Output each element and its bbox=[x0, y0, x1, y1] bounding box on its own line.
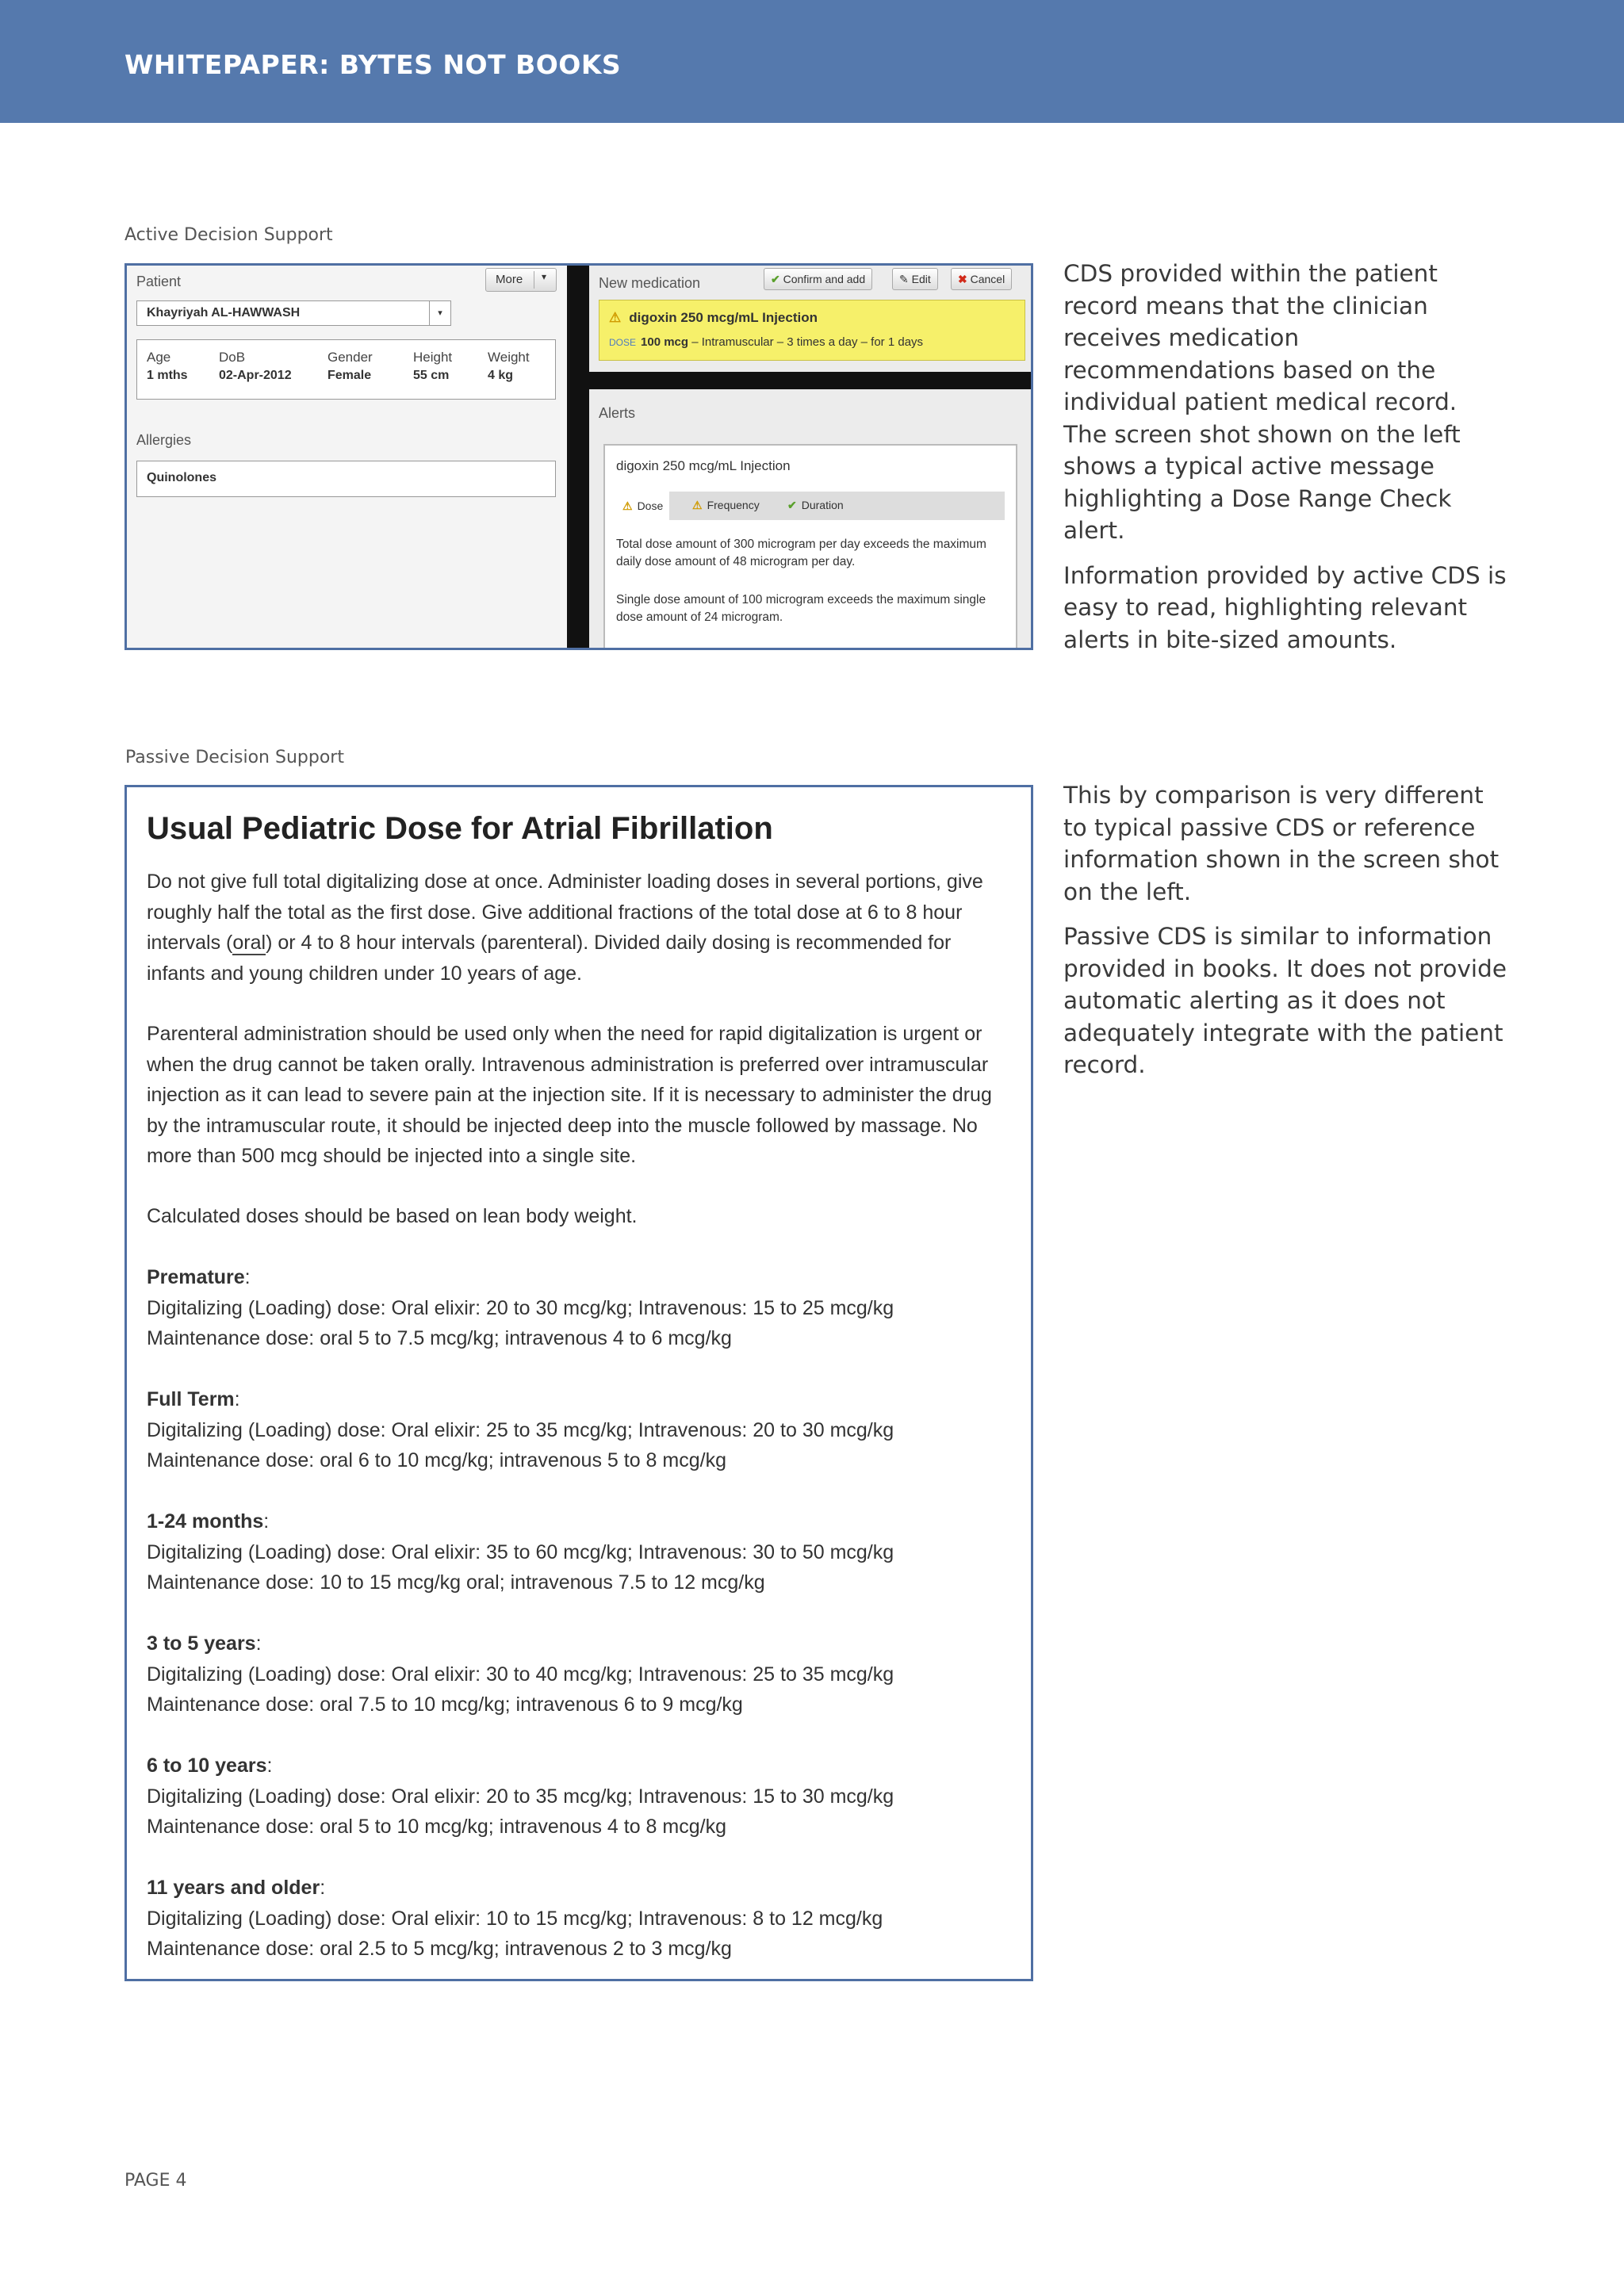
text-run: ) or 4 to 8 hour intervals (parenteral). Divided daily dosing is recommended for infants and young children under 10 years of age. bbox=[147, 932, 952, 985]
alerts-label: Alerts bbox=[599, 405, 636, 421]
age-heading: 11 years and older bbox=[147, 1877, 320, 1899]
reference-paragraph-3: Calculated doses should be based on lean body weight. bbox=[147, 1205, 638, 1227]
cancel-button-label: Cancel bbox=[970, 273, 1005, 285]
reference-paragraph-2: Parenteral administration should be used only when the need for rapid digitalization is urgent or when the drug cannot be taken orally. Intravenous administration is preferred over intramuscular injection as it can lead to severe pain at the injection site. If it is necessary to administer the drug by the intramuscular route, it should be injected deep into the muscle followed by massage. No more than 500 mcg should be injected into a single site. bbox=[147, 1023, 992, 1167]
maintenance-dose: Maintenance dose: oral 5 to 7.5 mcg/kg; intravenous 4 to 6 mcg/kg bbox=[147, 1327, 732, 1349]
text-run: Do not give full total digitalizing dose at once. Administer loading doses in several portions, give roughly half the total as the first dose. Give additional fractions of the total dose at 6 to 8 hour intervals ( bbox=[147, 871, 983, 954]
warning-icon: ⚠ bbox=[692, 499, 703, 511]
warning-icon: ⚠ bbox=[609, 310, 622, 325]
demographic-label: Height bbox=[413, 350, 453, 365]
demographic-label: Age bbox=[147, 350, 171, 365]
confirm-and-add-button[interactable] bbox=[764, 268, 872, 290]
loading-dose: Digitalizing (Loading) dose: Oral elixir: 20 to 30 mcg/kg; Intravenous: 15 to 25 mcg/kg bbox=[147, 1296, 894, 1319]
demographic-label: Weight bbox=[488, 350, 530, 365]
medication-name: digoxin 250 mcg/mL Injection bbox=[629, 310, 818, 325]
maintenance-dose: Maintenance dose: oral 5 to 10 mcg/kg; intravenous 4 to 8 mcg/kg bbox=[147, 1816, 726, 1838]
age-heading: Full Term bbox=[147, 1388, 235, 1410]
more-button[interactable] bbox=[485, 268, 557, 292]
chevron-down-icon[interactable]: ▾ bbox=[534, 271, 553, 289]
loading-dose: Digitalizing (Loading) dose: Oral elixir: 20 to 35 mcg/kg; Intravenous: 15 to 30 mcg/kg bbox=[147, 1785, 894, 1808]
age-heading: 1-24 months bbox=[147, 1510, 264, 1533]
demographic-dob bbox=[219, 350, 292, 383]
demographic-value: 02-Apr-2012 bbox=[219, 369, 292, 382]
patient-label: Patient bbox=[136, 274, 182, 289]
new-medication-label: New medication bbox=[599, 275, 701, 291]
demographic-weight bbox=[488, 350, 530, 383]
active-cds-screenshot bbox=[124, 263, 1033, 650]
dose-group-6-to-10-years: 6 to 10 years: Digitalizing (Loading) dose: Oral elixir: 20 to 35 mcg/kg; Intravenous: 15 to 30 mcg/kg Maintenance dose: oral 5 to 10 mcg/kg; intravenous 4 to 8 mcg/kg bbox=[147, 1751, 1011, 1843]
passive-description bbox=[1063, 779, 1507, 1094]
reference-title: Usual Pediatric Dose for Atrial Fibrillation bbox=[147, 811, 773, 846]
paragraph: Information provided by active CDS is easy to read, highlighting relevant alerts in bite-sized amounts. bbox=[1063, 561, 1507, 653]
dose-line bbox=[609, 335, 923, 349]
dose-group-3-to-5-years: 3 to 5 years: Digitalizing (Loading) dose: Oral elixir: 30 to 40 mcg/kg; Intravenous: 25 to 35 mcg/kg Maintenance dose: oral 7.5 to 10 mcg/kg; intravenous 6 to 9 mcg/kg bbox=[147, 1628, 1011, 1720]
tab-duration[interactable] bbox=[787, 499, 844, 512]
alert-title: digoxin 250 mcg/mL Injection bbox=[616, 458, 791, 473]
maintenance-dose: Maintenance dose: oral 2.5 to 5 mcg/kg; intravenous 2 to 3 mcg/kg bbox=[147, 1938, 732, 1960]
patient-pane bbox=[127, 266, 567, 648]
loading-dose: Digitalizing (Loading) dose: Oral elixir: 25 to 35 mcg/kg; Intravenous: 20 to 30 mcg/kg bbox=[147, 1418, 894, 1441]
dose-group-full-term: Full Term: Digitalizing (Loading) dose: Oral elixir: 25 to 35 mcg/kg; Intravenous: 20 to 30 mcg/kg Maintenance dose: oral 6 to 10 mcg/kg; intravenous 5 to 8 mcg/kg bbox=[147, 1384, 1011, 1476]
dose-group-1-24-months: 1-24 months: Digitalizing (Loading) dose: Oral elixir: 35 to 60 mcg/kg; Intravenous: 30 to 50 mcg/kg Maintenance dose: 10 to 15 mcg/kg oral; intravenous 7.5 to 12 mcg/kg bbox=[147, 1506, 1011, 1598]
loading-dose: Digitalizing (Loading) dose: Oral elixir: 35 to 60 mcg/kg; Intravenous: 30 to 50 mcg/kg bbox=[147, 1540, 894, 1563]
dose-group-premature: Premature: Digitalizing (Loading) dose: Oral elixir: 20 to 30 mcg/kg; Intravenous: 15 to 25 mcg/kg Maintenance dose: oral 5 to 7.5 mcg/kg; intravenous 4 to 6 mcg/kg bbox=[147, 1262, 1011, 1354]
allergies-label: Allergies bbox=[136, 432, 192, 448]
dose-value: 100 mcg bbox=[641, 335, 689, 349]
demographic-label: DoB bbox=[219, 350, 246, 365]
allergy-field[interactable] bbox=[136, 461, 556, 497]
dose-tag: DOSE bbox=[609, 337, 637, 348]
check-icon: ✔ bbox=[771, 273, 780, 285]
tab-label: Dose bbox=[637, 499, 664, 512]
age-heading: 3 to 5 years bbox=[147, 1632, 256, 1655]
document-title: WHITEPAPER: BYTES NOT BOOKS bbox=[124, 49, 622, 80]
maintenance-dose: Maintenance dose: oral 7.5 to 10 mcg/kg; intravenous 6 to 9 mcg/kg bbox=[147, 1693, 743, 1716]
cancel-button[interactable] bbox=[951, 268, 1012, 290]
loading-dose: Digitalizing (Loading) dose: Oral elixir: 30 to 40 mcg/kg; Intravenous: 25 to 35 mcg/kg bbox=[147, 1663, 894, 1686]
more-button-label: More bbox=[496, 273, 523, 286]
medication-pane bbox=[589, 266, 1031, 648]
tab-label: Duration bbox=[801, 499, 844, 511]
medication-highlight[interactable] bbox=[599, 300, 1025, 361]
demographic-value: 55 cm bbox=[413, 369, 450, 382]
dose-detail: – Intramuscular – 3 times a day – for 1 days bbox=[691, 335, 924, 349]
active-description bbox=[1063, 258, 1507, 668]
edit-button-label: Edit bbox=[911, 273, 931, 285]
maintenance-dose: Maintenance dose: oral 6 to 10 mcg/kg; intravenous 5 to 8 mcg/kg bbox=[147, 1449, 726, 1471]
check-icon: ✔ bbox=[787, 499, 797, 511]
age-heading: 6 to 10 years bbox=[147, 1755, 267, 1777]
medication-title-line bbox=[609, 310, 818, 326]
warning-icon: ⚠ bbox=[622, 499, 633, 512]
tab-label: Frequency bbox=[707, 499, 760, 511]
pencil-icon: ✎ bbox=[899, 273, 909, 285]
tab-dose[interactable] bbox=[616, 492, 669, 520]
demographic-value: Female bbox=[327, 369, 372, 382]
alert-message-single: Single dose amount of 100 microgram exceeds the maximum single dose amount of 24 microgram. bbox=[616, 593, 986, 624]
alert-message-daily: Total dose amount of 300 microgram per day exceeds the maximum daily dose amount of 48 microgram per day. bbox=[616, 538, 986, 568]
demographic-value: 1 mths bbox=[147, 369, 188, 382]
page-number: PAGE 4 bbox=[124, 2171, 187, 2191]
tab-frequency[interactable] bbox=[692, 499, 760, 512]
edit-button[interactable] bbox=[892, 268, 938, 290]
demographic-height bbox=[413, 350, 452, 383]
demographic-value: 4 kg bbox=[488, 369, 514, 382]
demographic-age bbox=[147, 350, 188, 383]
divider-bar bbox=[589, 372, 1031, 389]
close-icon: ✖ bbox=[958, 273, 967, 285]
reference-paragraph-1 bbox=[147, 867, 1011, 989]
paragraph: This by comparison is very different to typical passive CDS or reference information shown in the screen shot on the left. bbox=[1063, 782, 1500, 905]
demographic-gender bbox=[327, 350, 373, 383]
age-heading: Premature bbox=[147, 1266, 245, 1288]
alert-tabs bbox=[616, 492, 1005, 520]
patient-name: Khayriyah AL-HAWWASH bbox=[147, 306, 301, 320]
allergy-value: Quinolones bbox=[147, 471, 216, 484]
passive-caption: Passive Decision Support bbox=[125, 748, 344, 767]
confirm-button-label: Confirm and add bbox=[783, 273, 866, 285]
oral-link[interactable]: oral bbox=[232, 932, 266, 954]
demographic-label: Gender bbox=[327, 350, 373, 365]
chevron-down-icon[interactable]: ▾ bbox=[429, 301, 450, 325]
demographics-box bbox=[136, 339, 556, 400]
alert-card bbox=[603, 444, 1017, 650]
paragraph: CDS provided within the patient record means that the clinician receives medication recommendations based on the individual patient medical record. The screen shot shown on the left shows a typical active message highlighting a Dose Range Check alert. bbox=[1063, 260, 1461, 544]
divider-strip bbox=[567, 266, 589, 648]
patient-select[interactable] bbox=[136, 300, 451, 326]
paragraph: Passive CDS is similar to information provided in books. It does not provide automatic alerting as it does not adequately integrate with the patient record. bbox=[1063, 923, 1507, 1078]
active-caption: Active Decision Support bbox=[124, 225, 333, 245]
loading-dose: Digitalizing (Loading) dose: Oral elixir: 10 to 15 mcg/kg; Intravenous: 8 to 12 mcg/kg bbox=[147, 1907, 883, 1930]
dose-group-11-years-and-older: 11 years and older: Digitalizing (Loading) dose: Oral elixir: 10 to 15 mcg/kg; Intravenous: 8 to 12 mcg/kg Maintenance dose: oral 2.5 to 5 mcg/kg; intravenous 2 to 3 mcg/kg bbox=[147, 1873, 1011, 1965]
passive-cds-screenshot bbox=[124, 785, 1033, 1981]
maintenance-dose: Maintenance dose: 10 to 15 mcg/kg oral; intravenous 7.5 to 12 mcg/kg bbox=[147, 1571, 765, 1594]
